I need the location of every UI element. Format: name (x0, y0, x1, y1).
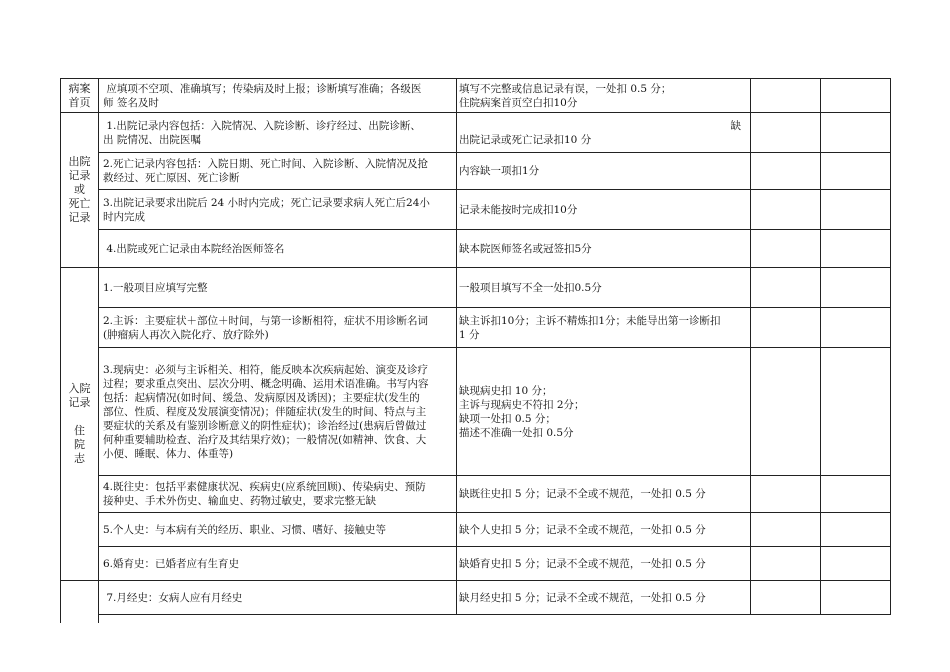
remark-cell (821, 348, 891, 476)
remark-cell (821, 308, 891, 348)
score-cell (751, 308, 821, 348)
deduction-cell (457, 113, 751, 153)
remark-cell (821, 513, 891, 547)
table-row (61, 513, 891, 547)
table-row (61, 268, 891, 308)
remark-cell (821, 190, 891, 230)
category-cell (61, 581, 99, 623)
table-row (61, 79, 891, 113)
remark-cell (821, 547, 891, 581)
score-cell (751, 190, 821, 230)
requirement-cell: 4.既往史：包括平素健康状况、疾病史(应系统回顾)、传染病史、预防 接种史、手术外伤史、输血史、药物过敏史，要求完整无缺 (99, 476, 457, 513)
table-row (61, 615, 891, 623)
deduction-cell: 缺婚育史扣 5 分；记录不全或不规范，一处扣 0.5 分 (457, 547, 751, 581)
deduction-cell: 缺主诉扣10分；主诉不精炼扣1分；未能导出第一诊断扣 1 分 (457, 308, 751, 348)
score-cell (751, 79, 821, 113)
category-cell: 入院 记录 住 院 志 (61, 268, 99, 581)
empty-cell (821, 615, 891, 623)
score-cell (751, 476, 821, 513)
empty-cell (99, 615, 457, 623)
deduction-cell: 填写不完整或信息记录有误，一处扣 0.5 分； 住院病案首页空白扣10分 (457, 79, 751, 113)
remark-cell (821, 476, 891, 513)
deduction-cell: 一般项目填写不全一处扣0.5分 (457, 268, 751, 308)
requirement-cell: 3.出院记录要求出院后 24 小时内完成；死亡记录要求病人死亡后24小 时内完成 (99, 190, 457, 230)
requirement-cell: 1.一般项目应填写完整 (99, 268, 457, 308)
deduction-cell: 缺现病史扣 10 分； 主诉与现病史不符扣 2分； 缺项一处扣 0.5 分； 描述不准确一处扣 0.5分 (457, 348, 751, 476)
score-cell (751, 513, 821, 547)
requirement-cell: 4.出院或死亡记录由本院经治医师签名 (99, 230, 457, 268)
table-row (61, 476, 891, 513)
empty-cell (751, 615, 821, 623)
deduction-cell: 缺月经史扣 5 分；记录不全或不规范，一处扣 0.5 分 (457, 581, 751, 615)
deduction-cell: 缺既往史扣 5 分；记录不全或不规范，一处扣 0.5 分 (457, 476, 751, 513)
table-row (61, 308, 891, 348)
requirement-cell: 7.月经史：女病人应有月经史 (99, 581, 457, 615)
score-cell (751, 153, 821, 190)
requirement-cell: 应填项不空项、准确填写；传染病及时上报；诊断填写准确；各级医 师 签名及时 (99, 79, 457, 113)
table-row (61, 230, 891, 268)
remark-cell (821, 79, 891, 113)
category-cell: 病案 首页 (61, 79, 99, 113)
deduction-cell: 内容缺一项扣1分 (457, 153, 751, 190)
table-row (61, 113, 891, 153)
requirement-cell: 5.个人史：与本病有关的经历、职业、习惯、嗜好、接触史等 (99, 513, 457, 547)
score-cell (751, 268, 821, 308)
table-row (61, 190, 891, 230)
requirement-cell: 2.主诉：主要症状＋部位＋时间，与第一诊断相符，症状不用诊断名词 (肿瘤病人再次入院化疗、放疗除外) (99, 308, 457, 348)
table-row (61, 547, 891, 581)
table-row (61, 581, 891, 615)
table-row (61, 153, 891, 190)
deduction-text: 出院记录或死亡记录扣10 分 (459, 133, 592, 146)
remark-cell (821, 113, 891, 153)
deduction-cell: 记录未能按时完成扣10分 (457, 190, 751, 230)
remark-cell (821, 268, 891, 308)
deduction-cell: 缺个人史扣 5 分；记录不全或不规范，一处扣 0.5 分 (457, 513, 751, 547)
score-cell (751, 348, 821, 476)
score-cell (751, 113, 821, 153)
score-cell (751, 581, 821, 615)
requirement-cell: 3.现病史：必须与主诉相关、相符，能反映本次疾病起始、演变及诊疗 过程；要求重点突出、层次分明、概念明确、运用术语准确。书写内容 包括：起病情况(如时间、缓急、发病原因及诱因)；主要症状(发生的 部位、性质、程度及发展演变情况)；伴随症状(发生的时间、特点与主 要症状的关系及有鉴别诊断意义的阴性症状)；诊治经过(患病后曾做过 何种重要辅助检查、治疗及其结果疗效)；一般情况(如精神、饮食、大 小便、睡眠、体力、体重等) (99, 348, 457, 476)
remark-cell (821, 230, 891, 268)
deduction-cell: 缺本院医师签名或冠签扣5分 (457, 230, 751, 268)
requirement-cell: 6.婚育史：已婚者应有生育史 (99, 547, 457, 581)
requirement-cell: 2.死亡记录内容包括：入院日期、死亡时间、入院诊断、入院情况及抢 救经过、死亡原因、死亡诊断 (99, 153, 457, 190)
deduction-fragment: 缺 (730, 119, 741, 132)
remark-cell (821, 153, 891, 190)
empty-cell (457, 615, 751, 623)
score-cell (751, 230, 821, 268)
scoring-table (60, 78, 891, 623)
category-cell: 出院 记录 或 死亡 记录 (61, 113, 99, 268)
score-cell (751, 547, 821, 581)
table-row (61, 348, 891, 476)
requirement-cell: 1.出院记录内容包括：入院情况、入院诊断、诊疗经过、出院诊断、 出 院情况、出院医嘱 (99, 113, 457, 153)
remark-cell (821, 581, 891, 615)
